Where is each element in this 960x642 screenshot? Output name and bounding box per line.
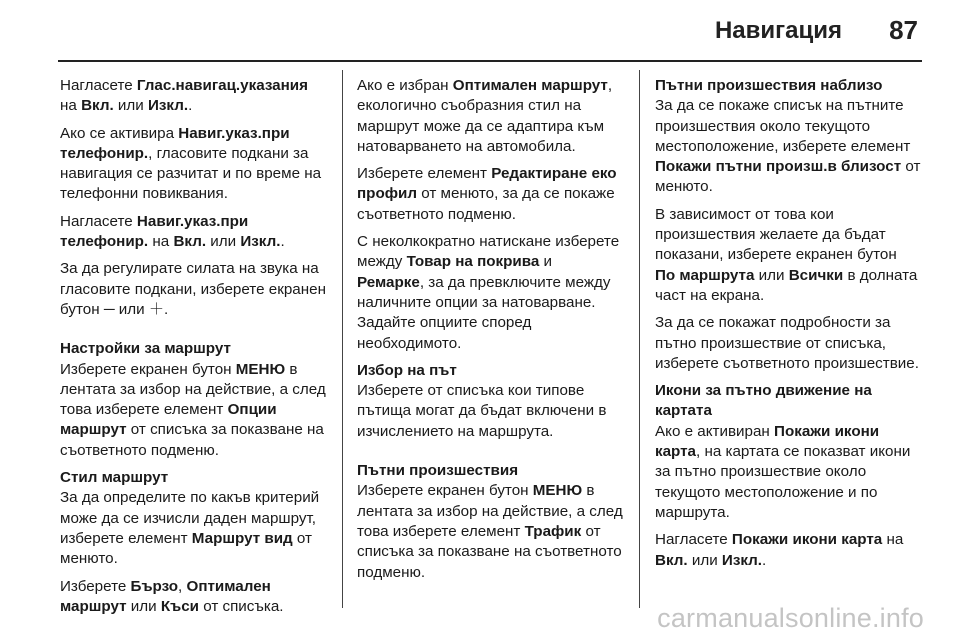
text: в лентата за избор на действие, а след това изберете елемент [60,360,326,419]
paragraph [60,577,326,618]
bold-term: Оптимален маршрут [452,77,608,94]
column-1 [60,76,326,624]
paragraph [60,488,326,569]
paragraph [357,232,623,354]
column-2 [357,76,623,590]
paragraph [357,164,623,225]
bold-term: Вкл. [655,551,688,569]
bold-term: Опции маршрут [60,401,277,439]
column-divider-2 [639,70,640,608]
text: на [882,531,904,549]
text: Изберете [60,577,131,595]
minus-icon: ─ [103,300,115,318]
bold-term: Изкл. [240,233,281,251]
text: или [113,97,148,115]
bold-term: Товар на покрива [406,253,540,271]
text: . [164,300,169,318]
paragraph [60,76,326,117]
column-divider-1 [342,70,343,608]
text: на [60,97,82,115]
bold-term: Оптимален маршрут [60,577,271,615]
text: Изберете елемент [357,165,492,183]
bold-term: Навиг.указ.при телефонир. [60,212,249,251]
bold-term: Вкл. [81,97,114,115]
bold-term: Всички [788,266,844,284]
bold-term: Изкл. [721,551,763,569]
bold-term: Трафик [524,522,582,540]
paragraph [655,205,921,306]
header-divider [58,60,922,62]
bold-term: Покажи икони карта [655,422,880,461]
text: Нагласете [655,531,732,549]
column-3 [655,76,921,578]
paragraph [60,212,326,253]
bold-term: МЕНЮ [532,482,583,500]
text: на [148,233,174,251]
paragraph [655,422,921,523]
bold-term: Вкл. [173,233,207,251]
text: или [114,300,149,318]
bold-term: Навиг.указ.при телефонир. [60,124,290,162]
bold-term: Маршрут вид [191,529,293,547]
text: или [126,597,161,615]
text: Нагласете [60,77,137,94]
text: Изберете екранен бутон [357,482,533,500]
paragraph [60,360,326,461]
text: , за да превключите между наличните опции за натоварване. Задайте опциите според необходимото. [357,273,611,352]
text: от менюто, за да се покаже съответното подменю. [357,185,615,223]
section-heading: Настройки за маршрут [60,340,231,358]
paragraph [655,530,921,571]
bold-term: Редактиране еко профил [357,165,617,203]
page-number: 87 [889,15,918,45]
text: или [754,266,789,284]
text: Нагласете [60,212,137,230]
paragraph [60,259,326,320]
text: Изберете екранен бутон [60,360,236,378]
text: от списъка. [198,597,284,615]
bold-term: Ремарке [357,273,420,291]
bold-term: Покажи икони карта [731,531,883,549]
text: С неколкократно натискане изберете между [357,233,620,271]
page-title: Навигация [714,17,842,44]
text: в лентата за избор на действие, а след това изберете елемент [357,482,623,540]
text: , екологично съобразния стил на маршрут може да се адаптира към натоварването на автомобила. [357,77,613,155]
text: В зависимост от това кои произшествия желаете да бъдат показани, изберете екранен бутон [655,205,897,264]
text: от менюто. [60,529,312,568]
text: . [762,551,767,569]
text: в долната част на екрана. [655,266,918,304]
text: от списъка за показване на съответното подменю. [357,522,622,581]
text: Ако се активира [60,124,179,142]
text: . [280,233,285,251]
text: За да регулирате силата на звука на гласовите подкани, изберете екранен бутон [60,260,326,318]
bold-term: Глас.навигац.указания [136,77,309,94]
text: от менюто. [655,158,921,196]
bold-term: Бързо [130,577,179,595]
text: или [687,551,722,569]
bold-term: Къси [160,597,199,615]
text: , гласовите подкани за навигация се разчитат и по време на телефонни повиквания. [60,144,322,203]
subsection-heading: Стил маршрут [60,469,169,487]
paragraph [357,76,623,157]
text: или [206,233,241,251]
text: Изберете от списъка кои типове пътища могат да бъдат включени в изчислението на маршрута. [357,382,607,440]
bold-term: Покажи пътни произш.в близост [655,158,902,176]
bold-term: Изкл. [147,97,189,115]
plus-icon: ＋ [148,300,165,318]
paragraph [357,381,623,442]
paragraph [60,124,326,205]
text: , на картата се показват икони за пътно произшествие около текущото местоположение и по маршрута. [655,443,911,521]
text: Ако е избран [357,77,453,94]
section-heading: Пътни произшествия [357,462,519,480]
page-header [0,0,960,62]
text: от списъка за показване на съответното подменю. [60,421,324,459]
text: и [539,253,553,271]
text: , [178,577,187,595]
section-heading: Икони за пътно движение на картата [655,382,872,420]
section-heading: Избор на път [357,361,457,379]
watermark: carmanualsonline.info [657,603,924,633]
section-heading: Пътни произшествия наблизо [655,77,883,94]
paragraph [655,96,921,197]
text: Ако е активиран [655,422,775,440]
bold-term: По маршрута [655,266,755,284]
text: За да се покажат подробности за пътно произшествие от списъка, изберете съответното произшествие. [655,314,919,372]
paragraph [357,481,623,582]
text: . [188,97,193,115]
text: За да определите по какъв критерий може да се изчисли даден маршрут, изберете елемент [60,489,320,547]
bold-term: МЕНЮ [235,360,286,378]
text: За да се покаже списък на пътните произшествия около текущото местоположение, изберете елемент [655,97,911,155]
paragraph [655,313,921,374]
